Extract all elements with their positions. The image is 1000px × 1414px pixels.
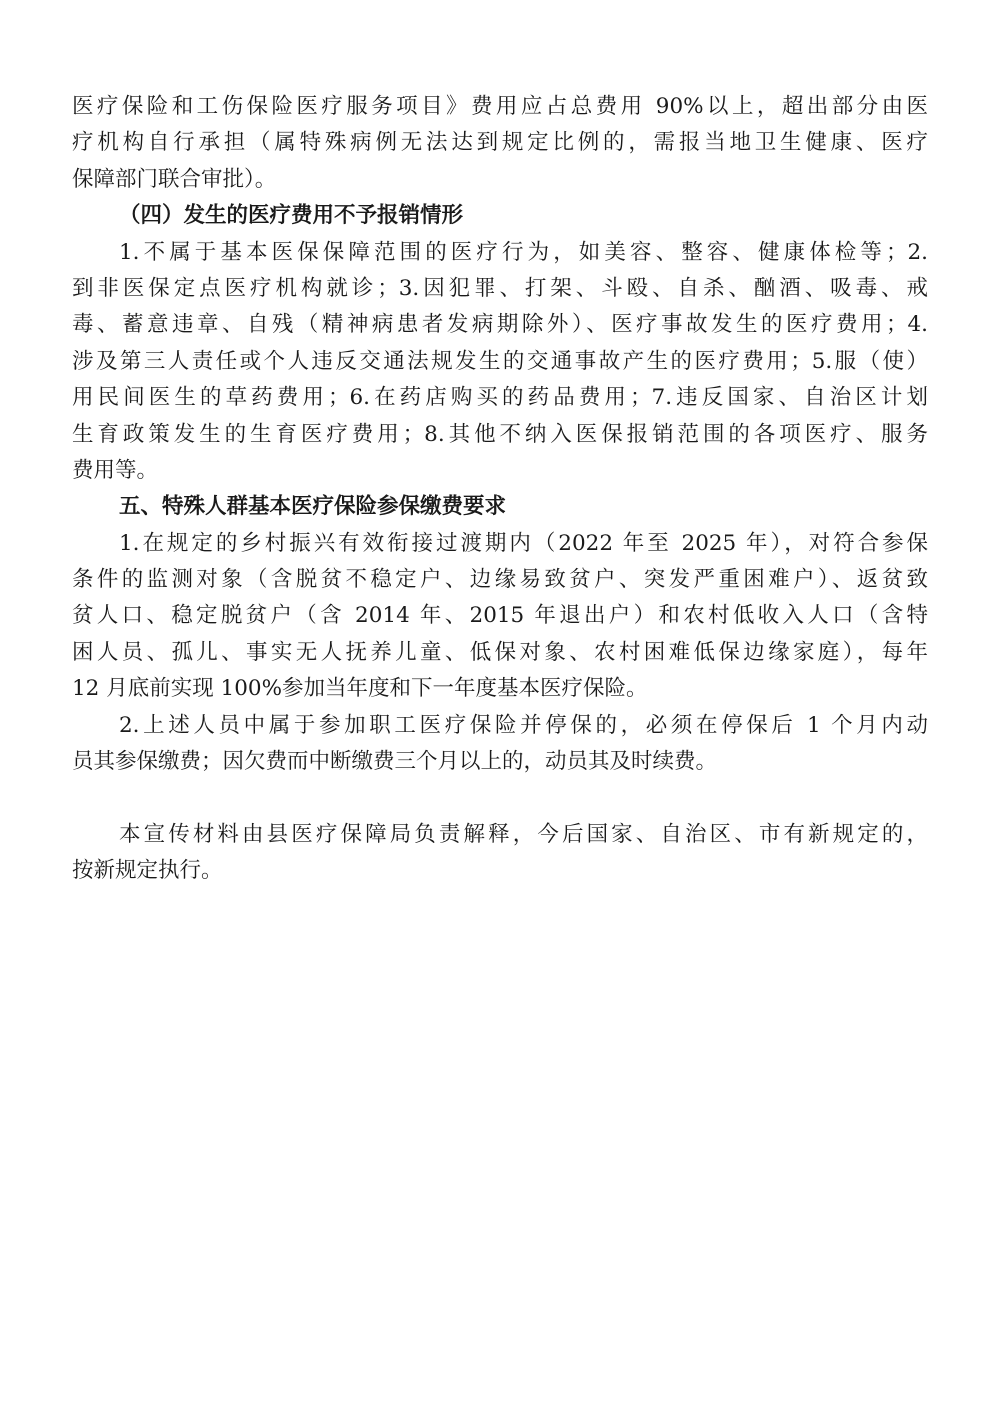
body-line: 涉及第三人责任或个人违反交通法规发生的交通事故产生的医疗费用；5.服（使）	[72, 348, 928, 374]
body-line: 1.不属于基本医保保障范围的医疗行为，如美容、整容、健康体检等；2.	[119, 239, 928, 265]
body-line: 生育政策发生的生育医疗费用；8.其他不纳入医保报销范围的各项医疗、服务	[72, 421, 928, 447]
body-line: 本宣传材料由县医疗保障局负责解释，今后国家、自治区、市有新规定的，	[119, 821, 928, 847]
body-line: 12 月底前实现 100%参加当年度和下一年度基本医疗保险。	[72, 676, 648, 702]
body-line: 到非医保定点医疗机构就诊；3.因犯罪、打架、斗殴、自杀、酗酒、吸毒、戒	[72, 275, 928, 301]
body-line: 用民间医生的草药费用；6.在药店购买的药品费用；7.违反国家、自治区计划	[72, 385, 928, 411]
body-line: 员其参保缴费；因欠费而中断缴费三个月以上的，动员其及时续费。	[72, 749, 718, 775]
body-line: 保障部门联合审批）。	[72, 166, 277, 192]
section-heading-5: 五、特殊人群基本医疗保险参保缴费要求	[119, 494, 507, 520]
body-line: 毒、蓄意违章、自残（精神病患者发病期除外）、医疗事故发生的医疗费用；4.	[72, 312, 928, 338]
body-line: 2.上述人员中属于参加职工医疗保险并停保的，必须在停保后 1 个月内动	[119, 712, 928, 738]
body-line: 困人员、孤儿、事实无人抚养儿童、低保对象、农村困难低保边缘家庭），每年	[72, 639, 928, 665]
body-line: 贫人口、稳定脱贫户（含 2014 年、2015 年退出户）和农村低收入人口（含特	[72, 603, 928, 629]
blank-line	[72, 780, 928, 816]
body-line: 1.在规定的乡村振兴有效衔接过渡期内（2022 年至 2025 年），对符合参保	[119, 530, 928, 556]
body-line: 条件的监测对象（含脱贫不稳定户、边缘易致贫户、突发严重困难户）、返贫致	[72, 567, 928, 593]
section-heading-4: （四）发生的医疗费用不予报销情形	[119, 203, 464, 229]
document-body	[72, 89, 928, 890]
body-line: 费用等。	[72, 457, 159, 483]
body-line: 按新规定执行。	[72, 858, 223, 884]
body-line: 疗机构自行承担（属特殊病例无法达到规定比例的，需报当地卫生健康、医疗	[72, 130, 928, 156]
body-line: 医疗保险和工伤保险医疗服务项目》费用应占总费用 90%以上，超出部分由医	[72, 94, 928, 119]
